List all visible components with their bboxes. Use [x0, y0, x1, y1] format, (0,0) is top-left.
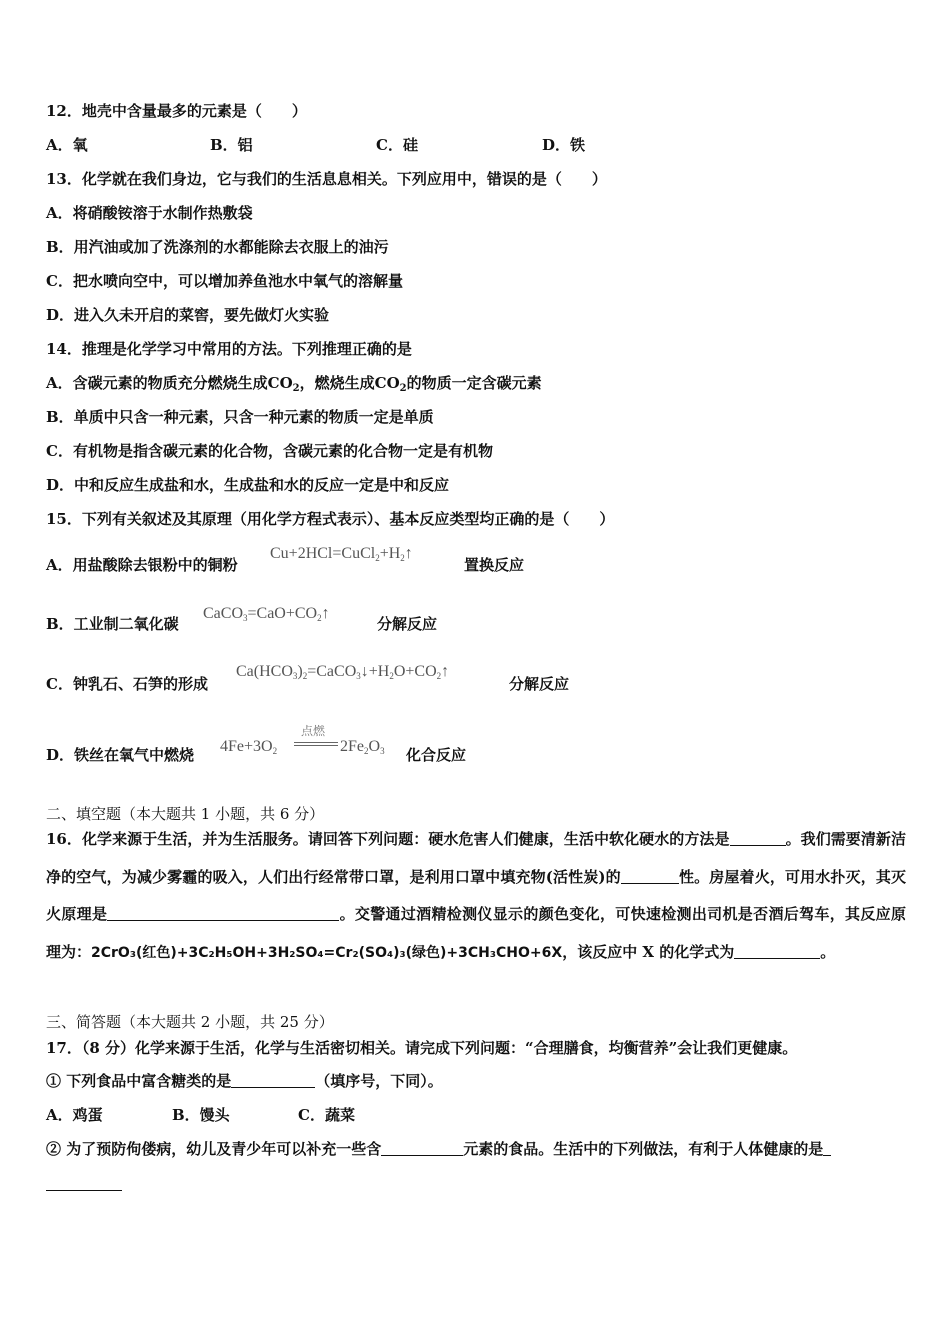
- section3-title: 三、简答题（本大题共 2 小题，共 25 分）: [46, 1013, 334, 1031]
- q15-b-equation: $CaCO_3=CaO+CO_2↑$: [203, 605, 330, 623]
- q13-option-c: C．把水喷向空中，可以增加养鱼池水中氧气的溶解量: [46, 272, 403, 290]
- q12-option-a: A．氧: [46, 136, 88, 154]
- q12-option-b: B．铝: [210, 136, 253, 154]
- q15-option-d-label: D．铁丝在氧气中燃烧: [46, 746, 195, 764]
- q16-blank-1[interactable]: [730, 829, 786, 846]
- q16-equation: 2CrO₃(红色)+3C₂H₅OH+3H₂SO₄=Cr₂(SO₄)₃(绿色)+3CH₃CHO+6X: [91, 944, 563, 961]
- q17-sub2-text-post: 元素的食品。生活中的下列做法，有利于人体健康的是: [463, 1140, 824, 1158]
- q14-a-text-2: ，燃烧生成: [299, 374, 375, 392]
- q17-blank-3[interactable]: [46, 1174, 122, 1191]
- q15-d-equation-right: $2Fe_2O_3$: [340, 738, 385, 756]
- q12-option-c: C．硅: [376, 136, 418, 154]
- section2-title: 二、填空题（本大题共 1 小题，共 6 分）: [46, 805, 325, 823]
- q16-blank-4[interactable]: [734, 942, 820, 959]
- q13-option-b: B．用汽油或加了洗涤剂的水都能除去衣服上的油污: [46, 238, 389, 256]
- q15-c-type: 分解反应: [509, 675, 570, 693]
- q17-sub1-text: ① 下列食品中富含糖类的是: [46, 1072, 232, 1090]
- q15-a-type: 置换反应: [464, 556, 525, 574]
- q17-blank-1[interactable]: [231, 1071, 315, 1088]
- q16-blank-3[interactable]: [107, 904, 339, 921]
- q12-stem: 12．地壳中含量最多的元素是（ ）: [46, 102, 307, 120]
- q16-blank-2[interactable]: [621, 867, 679, 884]
- q13-option-d: D．进入久未开启的菜窖，要先做灯火实验: [46, 306, 330, 324]
- q13-stem: 13．化学就在我们身边，它与我们的生活息息相关。下列应用中，错误的是（ ）: [46, 170, 607, 188]
- q15-c-equation: $Ca(HCO_3)_2=CaCO_3↓+H_2O+CO_2↑$: [236, 663, 450, 681]
- q16-text-5: ，该反应中 X 的化学式为: [562, 942, 735, 961]
- q14-a-text-3: 的物质一定含碳元素: [406, 374, 542, 392]
- q16-paragraph: [46, 821, 906, 972]
- q15-a-equation: $Cu+2HCl=CuCl_2+H_2↑$: [270, 545, 413, 563]
- q14-a-co2-sub-second: 2: [399, 383, 407, 394]
- q16-text-1: 16．化学来源于生活，并为生活服务。请回答下列问题：硬水危害人们健康，生活中软化硬水的方法是: [46, 830, 730, 848]
- q16-text-2: 。我们需要清新洁净的空气，为减少雾霾的吸入，人们出行经常带口罩，是利用口罩中填充物(活性炭)的: [46, 830, 906, 886]
- q17-sub1: [46, 1071, 443, 1091]
- q14-a-co2-sub: 2: [292, 383, 300, 394]
- q16-text-4: 。交警通过酒精检测仪显示的颜色变化，可快速检测出司机是否酒后驾车，其反应原理为：: [46, 905, 906, 961]
- q14-stem: 14．推理是化学学习中常用的方法。下列推理正确的是: [46, 340, 412, 358]
- q16-text-6: 。: [820, 942, 836, 961]
- q15-d-equals-sign: [294, 742, 338, 746]
- q15-option-a-label: A．用盐酸除去银粉中的铜粉: [46, 556, 238, 574]
- q15-d-condition: 点燃: [301, 724, 326, 738]
- q15-stem: 15．下列有关叙述及其原理（用化学方程式表示）、基本反应类型均正确的是（ ）: [46, 510, 615, 528]
- q16-text-3: 性。房屋着火，可用水扑灭，其灭火原理是: [46, 867, 906, 923]
- q15-d-type: 化合反应: [406, 746, 467, 764]
- q17-stem: 17．（8 分）化学来源于生活，化学与生活密切相关。请完成下列问题：“合理膳食，均衡营养”会让我们更健康。: [46, 1039, 798, 1057]
- q17-sub2: [46, 1139, 831, 1159]
- q15-d-equation-left: $4Fe+3O_2$: [220, 738, 278, 756]
- q17-option-c: C．蔬菜: [298, 1106, 355, 1124]
- q14-option-d: D．中和反应生成盐和水，生成盐和水的反应一定是中和反应: [46, 476, 450, 494]
- q13-option-a: A．将硝酸铵溶于水制作热敷袋: [46, 204, 253, 222]
- q14-a-co2-second: CO: [374, 374, 400, 392]
- q12-option-d: D．铁: [542, 136, 586, 154]
- q17-sub2-text: ② 为了预防佝偻病，幼儿及青少年可以补充一些含: [46, 1140, 382, 1158]
- q17-sub1-text-post: （填序号，下同）。: [315, 1072, 443, 1090]
- q17-blank-3-start[interactable]: [823, 1139, 831, 1156]
- q15-option-b-label: B．工业制二氧化碳: [46, 615, 179, 633]
- q15-b-type: 分解反应: [377, 615, 438, 633]
- q17-blank-2[interactable]: [381, 1139, 463, 1156]
- q14-option-c: C．有机物是指含碳元素的化合物，含碳元素的化合物一定是有机物: [46, 442, 493, 460]
- q17-option-b: B．馒头: [172, 1106, 230, 1124]
- q14-option-a: [46, 373, 542, 399]
- q15-option-c-label: C．钟乳石、石笋的形成: [46, 675, 208, 693]
- q14-a-text-1: A．含碳元素的物质充分燃烧生成: [46, 374, 268, 392]
- q14-a-co2: CO: [267, 374, 293, 392]
- q14-option-b: B．单质中只含一种元素，只含一种元素的物质一定是单质: [46, 408, 434, 426]
- q17-option-a: A．鸡蛋: [46, 1106, 103, 1124]
